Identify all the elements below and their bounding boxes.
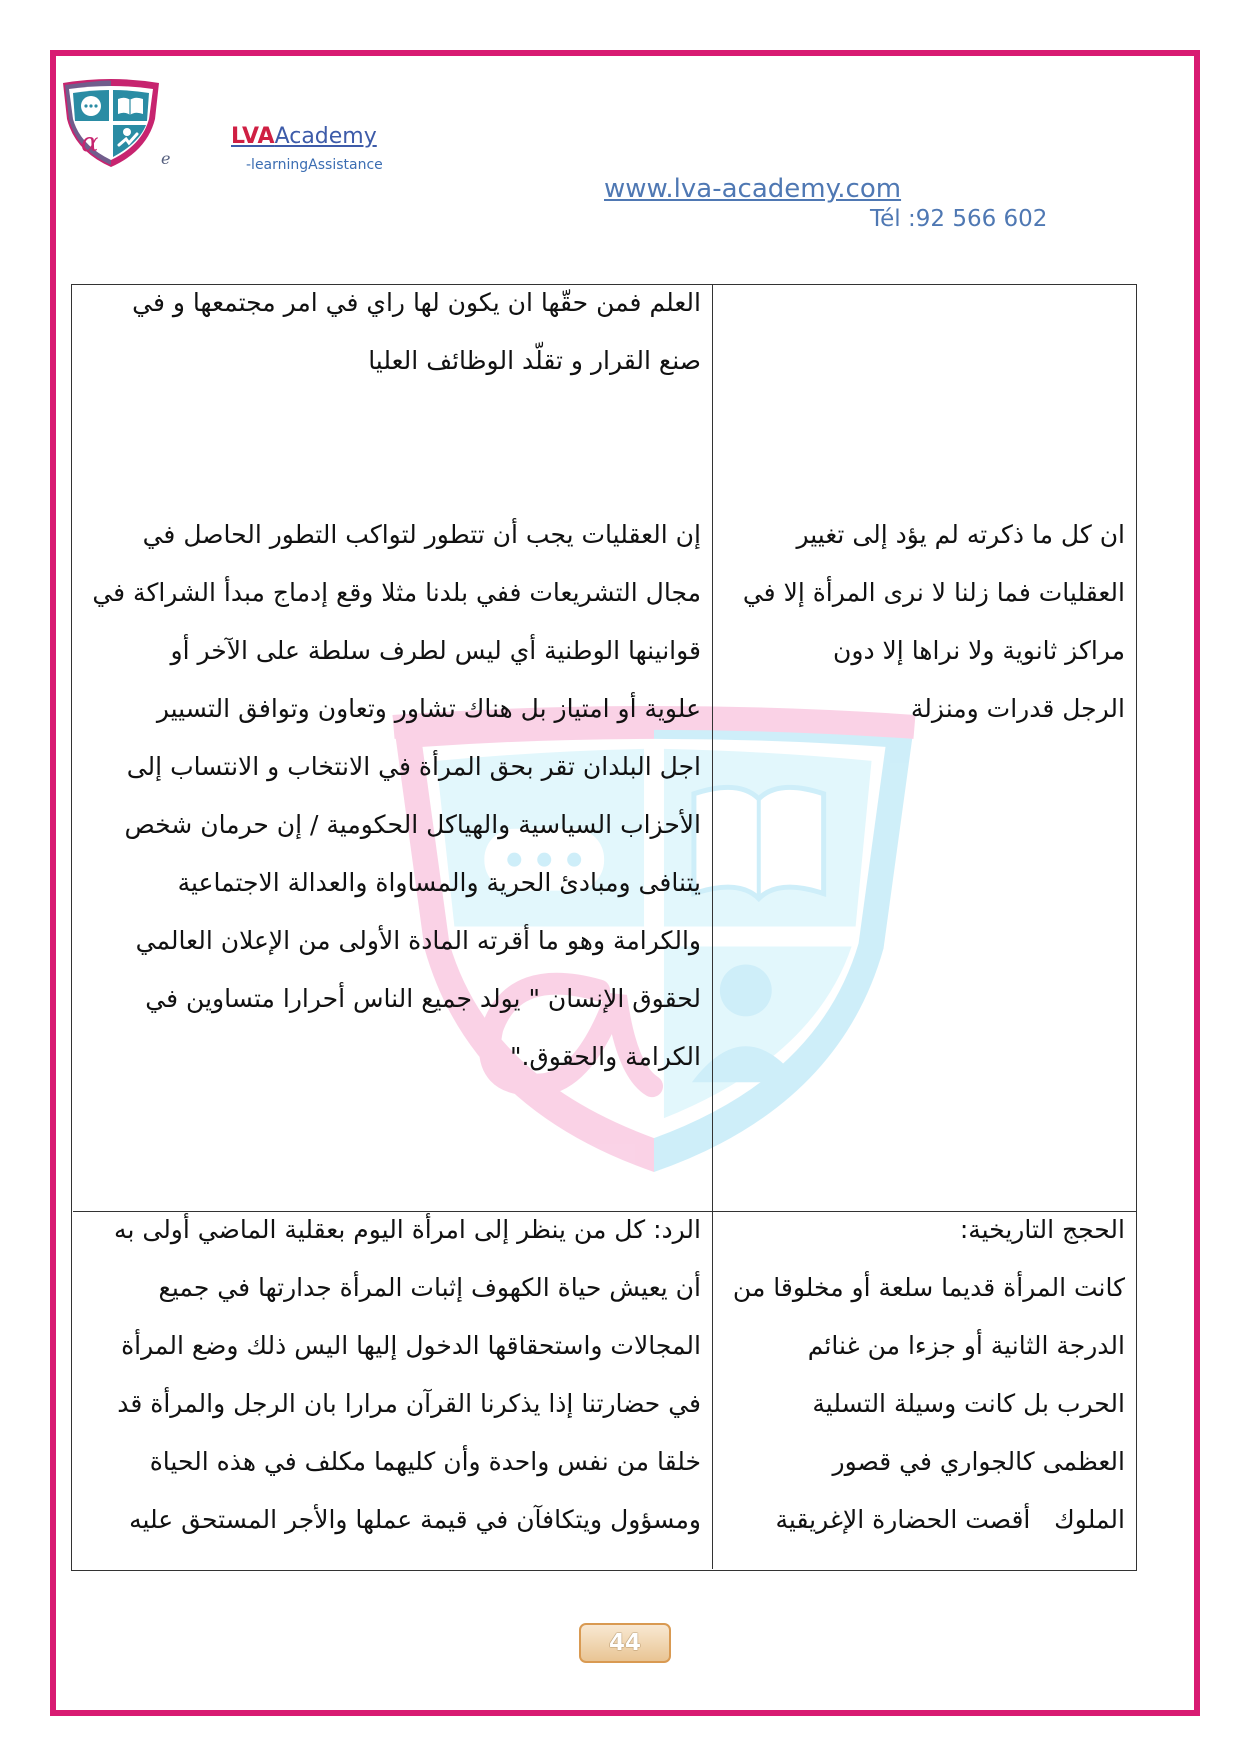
logo-alpha-glyph: α (81, 128, 99, 158)
text-line: ومسؤول ويتكافآن في قيمة عملها والأجر المستحق عليه (129, 1505, 701, 1534)
chat-bubble-icon (81, 96, 101, 116)
brand-prefix: LVA (231, 124, 275, 149)
text-line: العلم فمن حقّها ان يكون لها راي في امر مجتمعها و في (132, 288, 701, 317)
text-line: الملوك أقصت الحضارة الإغريقية (775, 1505, 1125, 1534)
text-line: والكرامة وهو ما أقرته المادة الأولى من الإعلان العالمي (135, 926, 701, 955)
page-number-badge (579, 1623, 671, 1663)
text-line: الرد: كل من ينظر إلى امرأة اليوم بعقلية الماضي أولى به (114, 1215, 701, 1244)
lva-shield-logo-icon (59, 79, 163, 169)
text-line: مجال التشريعات ففي بلدنا مثلا وقع إدماج مبدأ الشراكة في (92, 578, 701, 607)
content-table (71, 284, 1137, 1571)
text-line: علوية أو امتياز بل هناك تشاور وتعاون وتوافق التسيير (156, 694, 701, 723)
text-line: كانت المرأة قديما سلعة أو مخلوقا من (732, 1273, 1125, 1302)
text-line: العظمى كالجواري في قصور (832, 1447, 1125, 1476)
text-line: الكرامة والحقوق." (509, 1042, 701, 1071)
cell-lines (721, 1211, 1125, 1549)
text-line: الرجل قدرات ومنزلة (910, 694, 1125, 723)
paragraph (721, 1259, 1125, 1549)
cell-heading: الحجج التاريخية: (959, 1215, 1125, 1244)
text-line: قوانينها الوطنية أي ليس لطرف سلطة على الآخر أو (170, 636, 701, 665)
paragraph (81, 285, 701, 390)
text-line: إن العقليات يجب أن تتطور لتواكب التطور الحاصل في (142, 520, 701, 549)
text-line: ان كل ما ذكرته لم يؤد إلى تغيير (796, 520, 1125, 549)
text-line: اجل البلدان تقر بحق المرأة في الانتخاب و الانتساب إلى (126, 752, 701, 781)
text-line: مراكز ثانوية ولا نراها إلا دون (833, 636, 1125, 665)
text-line: لحقوق الإنسان " يولد جميع الناس أحرارا متساوين في (145, 984, 701, 1013)
row2-right-cell (712, 1211, 1136, 1569)
row2-left-cell (73, 1211, 712, 1569)
brand-name (231, 124, 377, 150)
cell-lines (81, 1211, 701, 1549)
paragraph (721, 506, 1125, 738)
text-line: الأحزاب السياسية والهياكل الحكومية / إن حرمان شخص (124, 810, 701, 839)
paragraph (721, 1211, 1125, 1259)
paragraph (81, 506, 701, 1086)
row1-left-cell (73, 285, 712, 1211)
phone-number: Tél :92 566 602 (870, 206, 1048, 232)
brand-tagline: -learningAssistance (246, 157, 383, 173)
text-line: العقليات فما زلنا لا نرى المرأة إلا في (742, 578, 1125, 607)
text-line: يتنافى ومبادئ الحرية والمساواة والعدالة الاجتماعية (177, 868, 701, 897)
cell-lines (81, 285, 701, 1086)
row1-right-cell (712, 285, 1136, 1211)
logo-mark-letter: e (161, 149, 171, 168)
text-line: الدرجة الثانية أو جزءا من غنائم (807, 1331, 1125, 1360)
text-line: أن يعيش حياة الكهوف إثبات المرأة جدارتها في جميع (158, 1273, 701, 1302)
paragraph (81, 1211, 701, 1549)
website-link[interactable]: www.lva-academy.com (604, 174, 902, 204)
text-line: خلقا من نفس واحدة وأن كليهما مكلف في هذه الحياة (149, 1447, 701, 1476)
brand-suffix: Academy (274, 124, 377, 149)
page-number: 44 (608, 1630, 641, 1656)
text-line: صنع القرار و تقلّد الوظائف العليا (368, 346, 701, 375)
cell-lines (721, 506, 1125, 738)
text-line: المجالات واستحقاقها الدخول إليها اليس ذلك وضع المرأة (121, 1331, 701, 1360)
book-icon (118, 98, 143, 115)
text-line: الحرب بل كانت وسيلة التسلية (812, 1389, 1125, 1418)
text-line: في حضارتنا إذا يذكرنا القرآن مرارا بان الرجل والمرأة قد (117, 1389, 701, 1418)
